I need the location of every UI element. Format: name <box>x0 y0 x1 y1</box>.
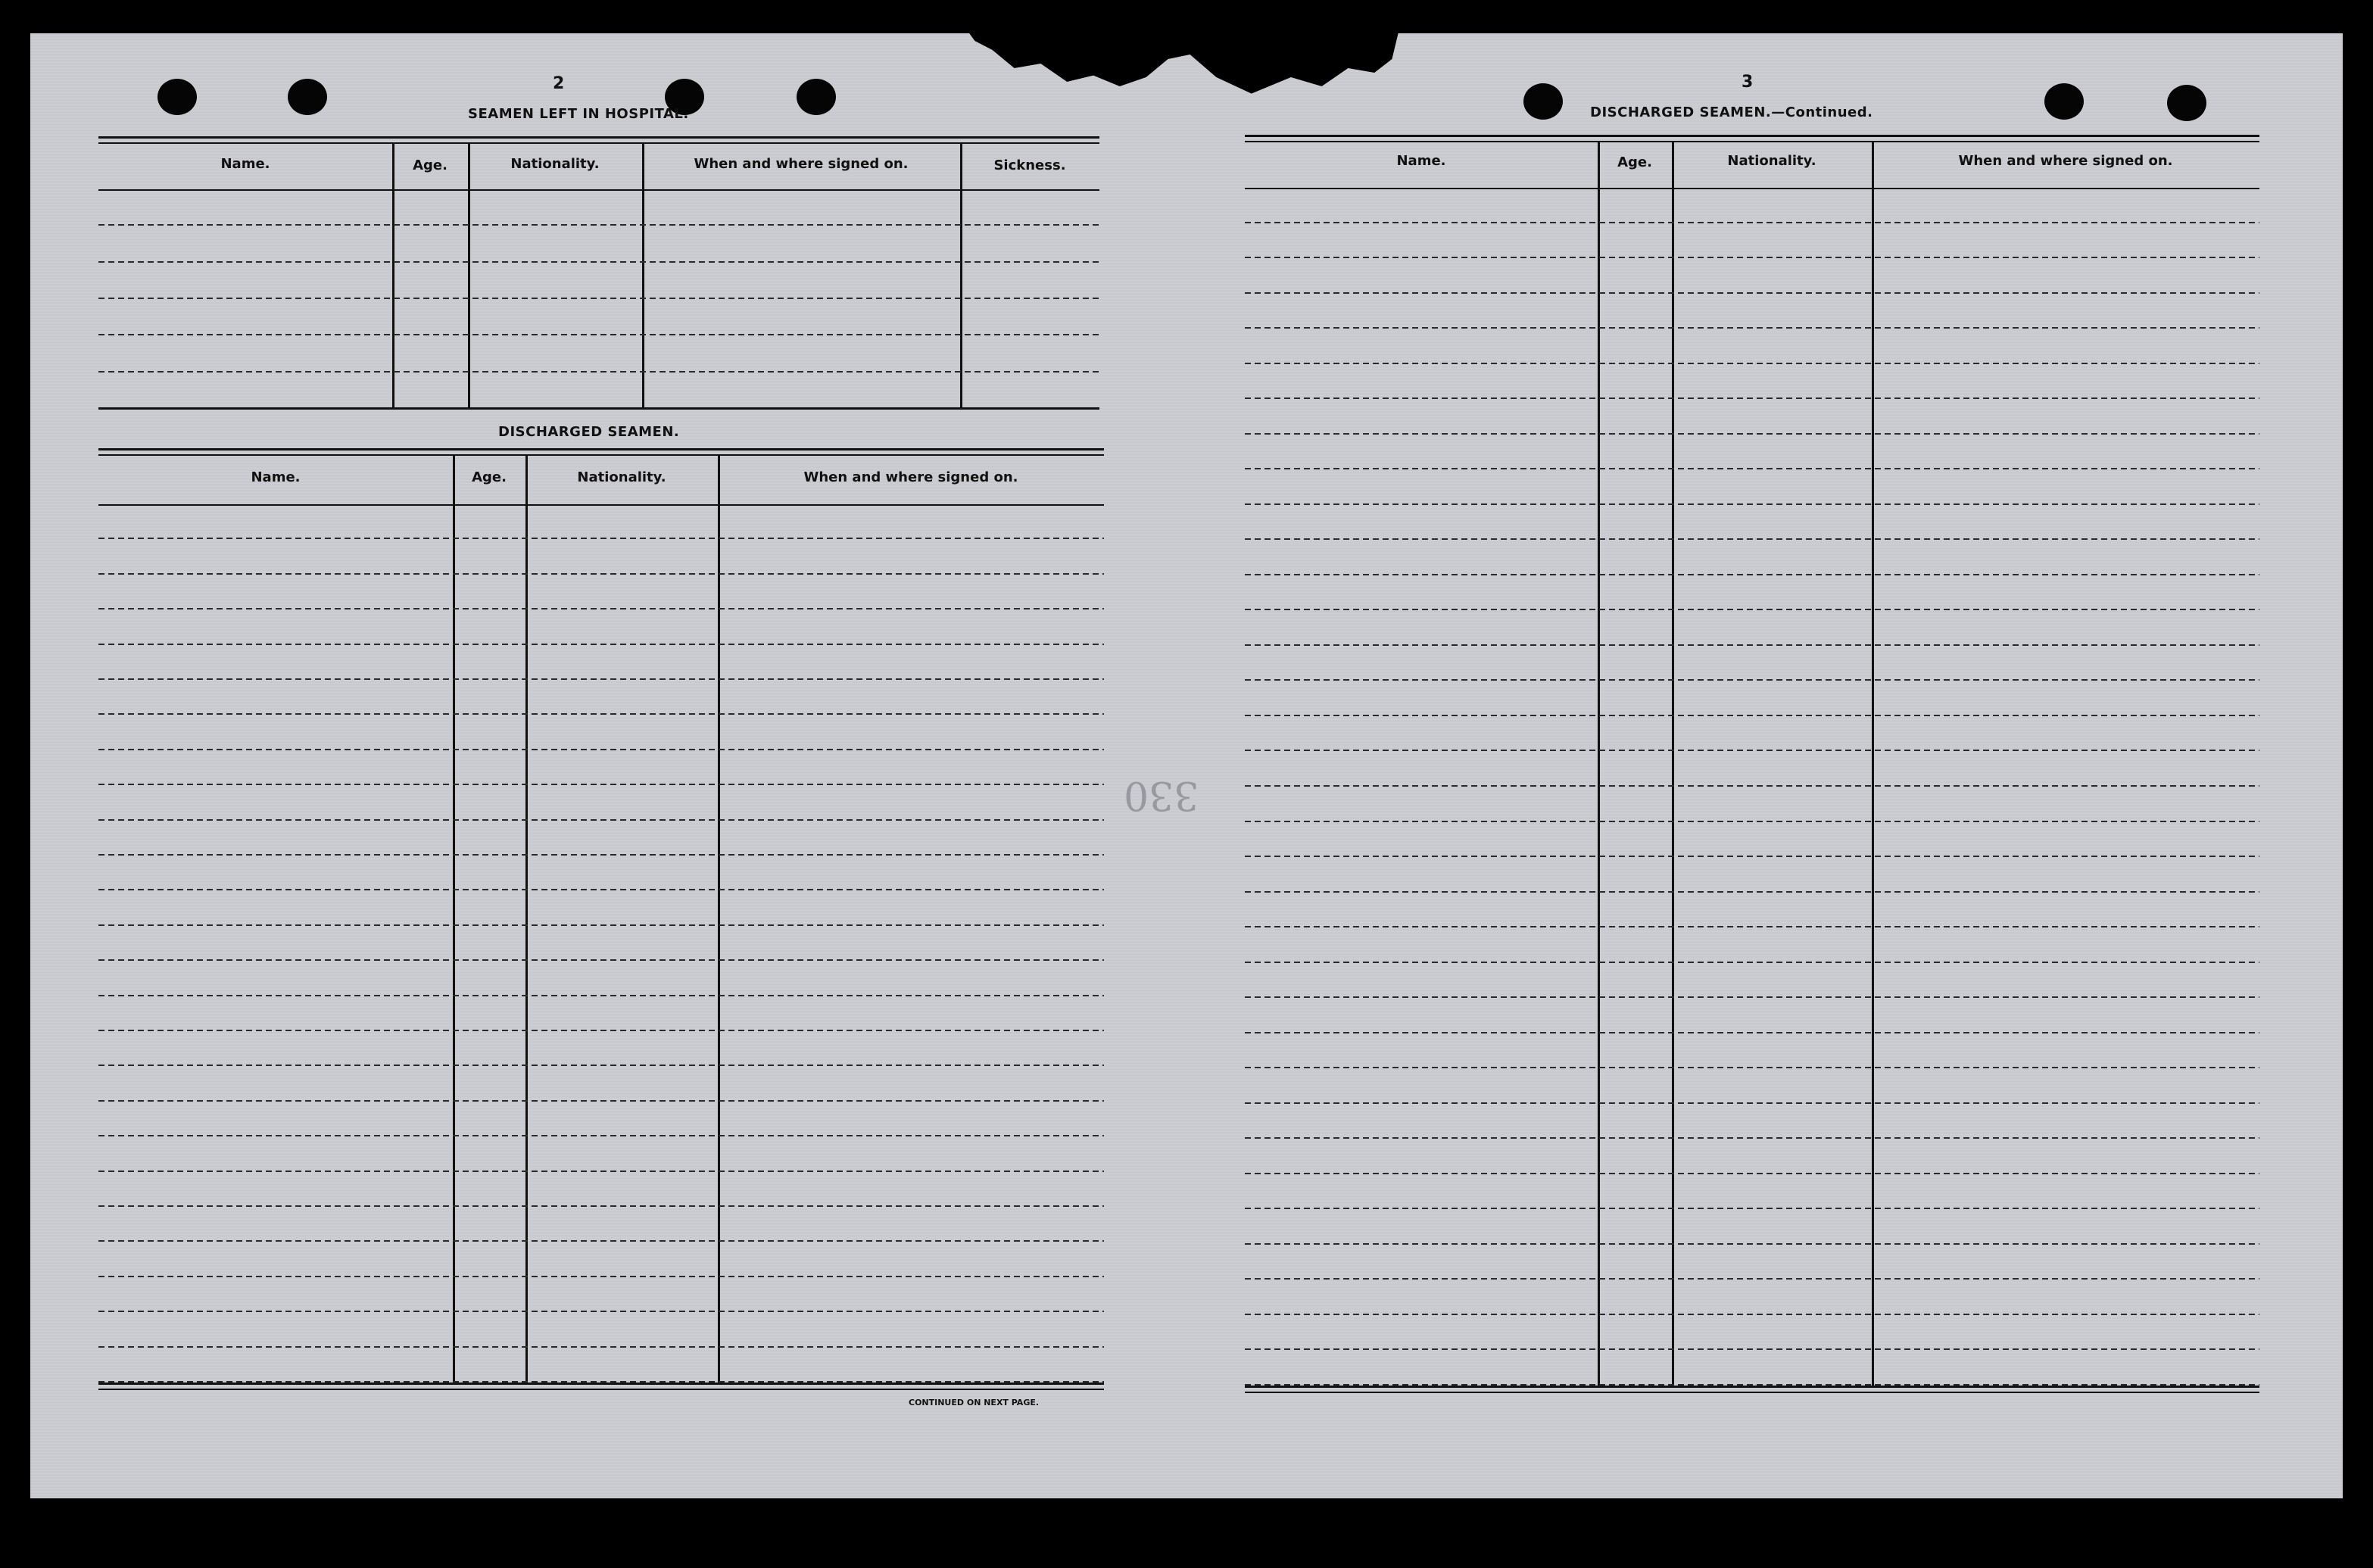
page-number: 3 <box>1742 73 1754 92</box>
col-header-age: Age. <box>413 157 447 173</box>
punch-hole <box>797 79 836 115</box>
col-header-signed-on: When and where signed on. <box>694 156 909 172</box>
col-header-signed-on: When and where signed on. <box>803 469 1018 485</box>
col-header-nationality: Nationality. <box>510 156 600 172</box>
punch-hole <box>288 79 327 115</box>
col-header-nationality: Nationality. <box>577 469 666 485</box>
punch-hole <box>2167 85 2206 121</box>
col-header-sickness: Sickness. <box>993 157 1066 173</box>
col-header-signed-on: When and where signed on. <box>1958 153 2173 169</box>
page-number: 2 <box>553 74 565 93</box>
punch-hole <box>157 79 197 115</box>
discharged-continued-title: DISCHARGED SEAMEN.—Continued. <box>1590 104 1873 120</box>
col-header-name: Name. <box>220 156 270 172</box>
continued-note: CONTINUED ON NEXT PAGE. <box>909 1398 1040 1407</box>
stamp: 330 <box>1124 772 1199 818</box>
hospital-section-title: SEAMEN LEFT IN HOSPITAL. <box>468 106 689 122</box>
col-header-name: Name. <box>1396 153 1446 169</box>
hospital-blank-rows <box>98 189 1099 409</box>
punch-hole <box>2044 83 2084 120</box>
discharged-continued-table <box>1245 135 2259 1399</box>
col-header-name: Name. <box>251 469 301 485</box>
discharged-section-title: DISCHARGED SEAMEN. <box>498 424 680 440</box>
discharged-continued-blank-rows <box>1245 188 2259 1386</box>
col-header-age: Age. <box>1617 154 1652 170</box>
col-header-age: Age. <box>472 469 507 485</box>
punch-hole <box>1523 83 1563 120</box>
hospital-table <box>98 136 1099 416</box>
discharged-blank-rows <box>98 504 1104 1383</box>
discharged-table <box>98 448 1104 1395</box>
col-header-nationality: Nationality. <box>1727 153 1816 169</box>
